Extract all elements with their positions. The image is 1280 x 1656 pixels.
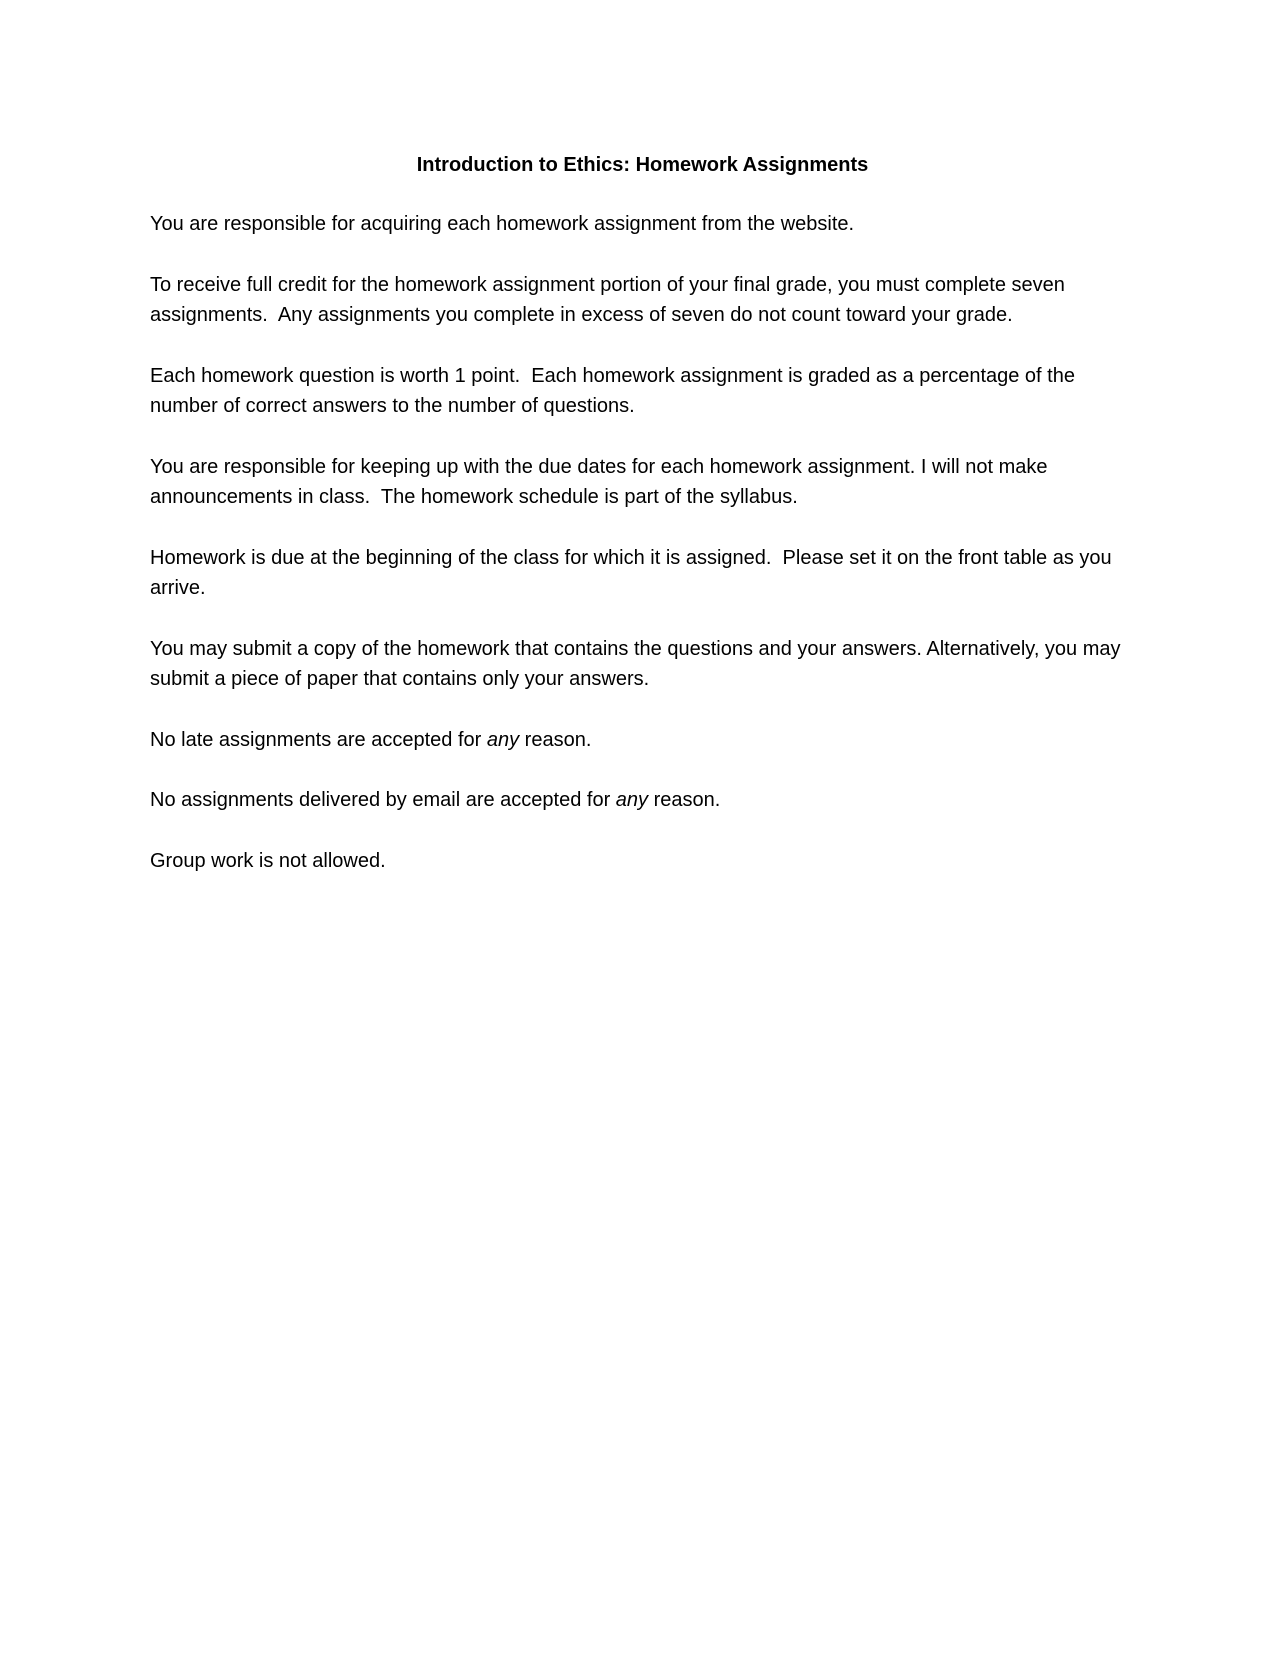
email-policy-text-after: reason. xyxy=(648,789,721,811)
paragraph-grading: Each homework question is worth 1 point. Each homework assignment is graded as a percentage of the number of correct answers to the number of questions. xyxy=(150,364,1081,417)
document-title: Introduction to Ethics: Homework Assignments xyxy=(416,154,869,176)
late-policy-text-after: reason. xyxy=(519,728,592,751)
paragraph-submission-time: Homework is due at the beginning of the class for which it is assigned. Please set it on the front table as you arrive. xyxy=(150,546,1118,599)
paragraph-due-dates: You are responsible for keeping up with the due dates for each homework assignment. I will not make announcements in class. The homework schedule is part of the syllabus. xyxy=(150,455,1054,508)
paragraph-submission-format: You may submit a copy of the homework that contains the questions and your answers. Alternatively, you may submit a piece of paper that contains only your answers. xyxy=(150,637,1127,690)
late-policy-emphasis: any xyxy=(486,728,520,751)
paragraph-acquiring-assignments: You are responsible for acquiring each homework assignment from the website. xyxy=(150,213,855,235)
email-policy-text-before: No assignments delivered by email are accepted for xyxy=(150,789,616,811)
document-body xyxy=(150,150,1135,906)
email-policy-emphasis: any xyxy=(615,789,649,811)
late-policy-text-before: No late assignments are accepted for xyxy=(150,728,487,751)
paragraph-late-policy xyxy=(150,725,1135,756)
paragraph-email-policy xyxy=(150,785,1135,816)
paragraph-group-policy: Group work is not allowed. xyxy=(150,849,386,872)
paragraph-full-credit: To receive full credit for the homework assignment portion of your final grade, you must complete seven assignments. Any assignments you complete in excess of seven do not count toward your grade. xyxy=(150,273,1071,326)
